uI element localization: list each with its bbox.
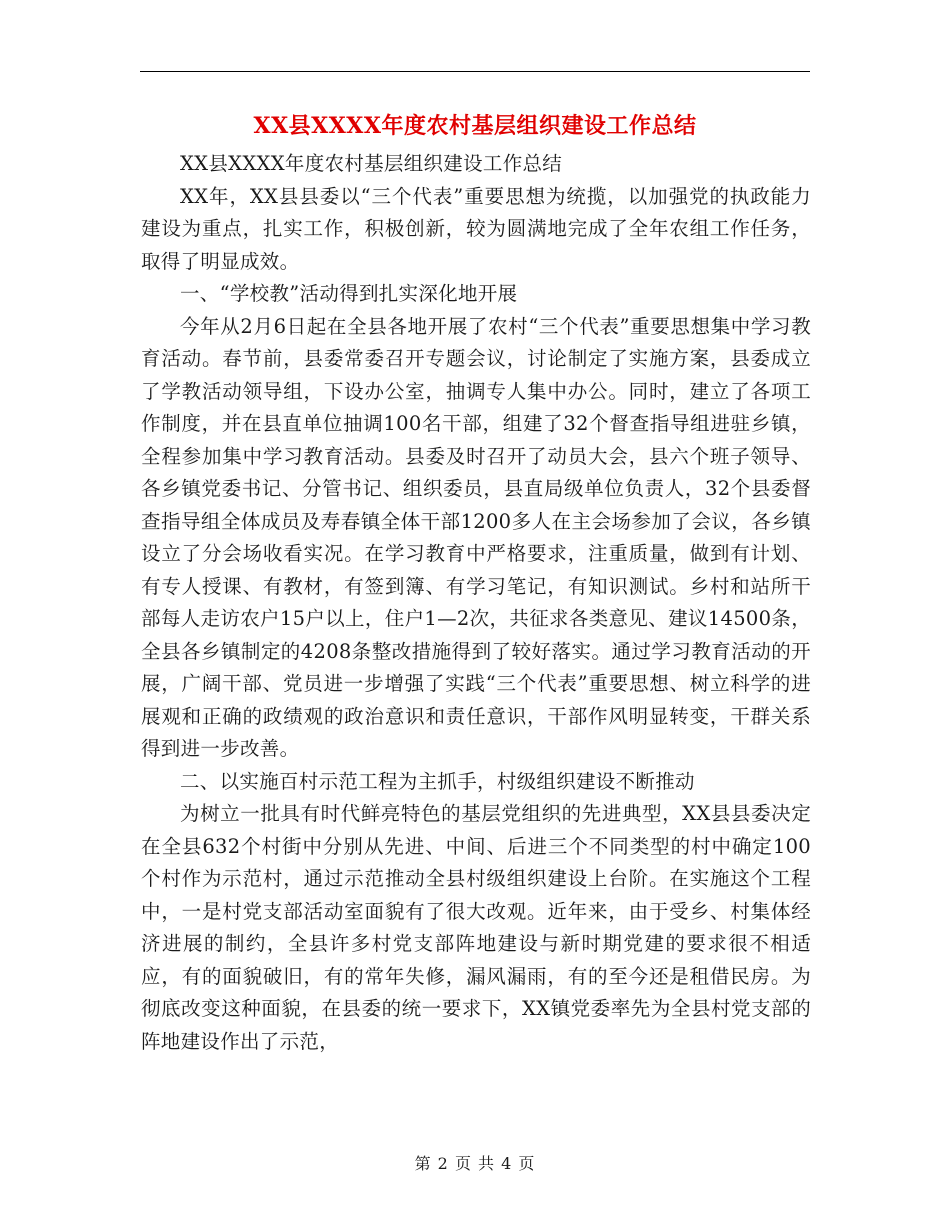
section-heading-1: 一、“学校教”活动得到扎实深化地开展 xyxy=(180,282,518,305)
section-heading-2: 二、以实施百村示范工程为主抓手，村级组织建设不断推动 xyxy=(180,769,695,793)
page-number: 第 2 页 共 4 页 xyxy=(414,1154,536,1173)
paragraph-section-2: 为树立一批具有时代鲜亮特色的基层党组织的先进典型，XX县县委决定在全县632个村街中分别从先进、中间、后进三个不同类型的村中确定100个村作为示范村，通过示范推动全县村级组织建设上台阶。在实施这个工程中，一是村党支部活动室面貌有了很大改观。近年来，由于受乡、村集体经济进展的制约，全县许多村党支部阵地建设与新时期党建的要求很不相适应，有的面貌破旧，有的常年失修，漏风漏雨，有的至今还是租借民房。为彻底改变这种面貌，在县委的统一要求下，XX镇党委率先为全县村党支部的阵地建设作出了示范， xyxy=(141,802,811,1053)
document-title: XX县XXXX年度农村基层组织建设工作总结 xyxy=(253,113,697,139)
header-rule xyxy=(140,71,810,72)
document-body xyxy=(141,148,811,1058)
paragraph-intro: XX年，XX县县委以“三个代表”重要思想为统揽，以加强党的执政能力建设为重点，扎实工作，积极创新，较为圆满地完成了全年农组工作任务，取得了明显成效。 xyxy=(141,184,811,273)
paragraph-subtitle: XX县XXXX年度农村基层组织建设工作总结 xyxy=(180,152,563,175)
paragraph-section-1: 今年从2月6日起在全县各地开展了农村“三个代表”重要思想集中学习教育活动。春节前，县委常委召开专题会议，讨论制定了实施方案，县委成立了学教活动领导组，下设办公室，抽调专人集中办公。同时，建立了各项工作制度，并在县直单位抽调100名干部，组建了32个督查指导组进驻乡镇，全程参加集中学习教育活动。县委及时召开了动员大会，县六个班子领导、各乡镇党委书记、分管书记、组织委员，县直局级单位负责人，32个县委督查指导组全体成员及寿春镇全体干部1200多人在主会场参加了会议，各乡镇设立了分会场收看实况。在学习教育中严格要求，注重质量，做到有计划、有专人授课、有教材，有签到簿、有学习笔记，有知识测试。乡村和站所干部每人走访农户15户以上，住户1—2次，共征求各类意见、建议14500条，全县各乡镇制定的4208条整改措施得到了较好落实。通过学习教育活动的开展，广阔干部、党员进一步增强了实践“三个代表”重要思想、树立科学的进展观和正确的政绩观的政治意识和责任意识，干部作风明显转变，干群关系得到进一步改善。 xyxy=(141,314,811,760)
